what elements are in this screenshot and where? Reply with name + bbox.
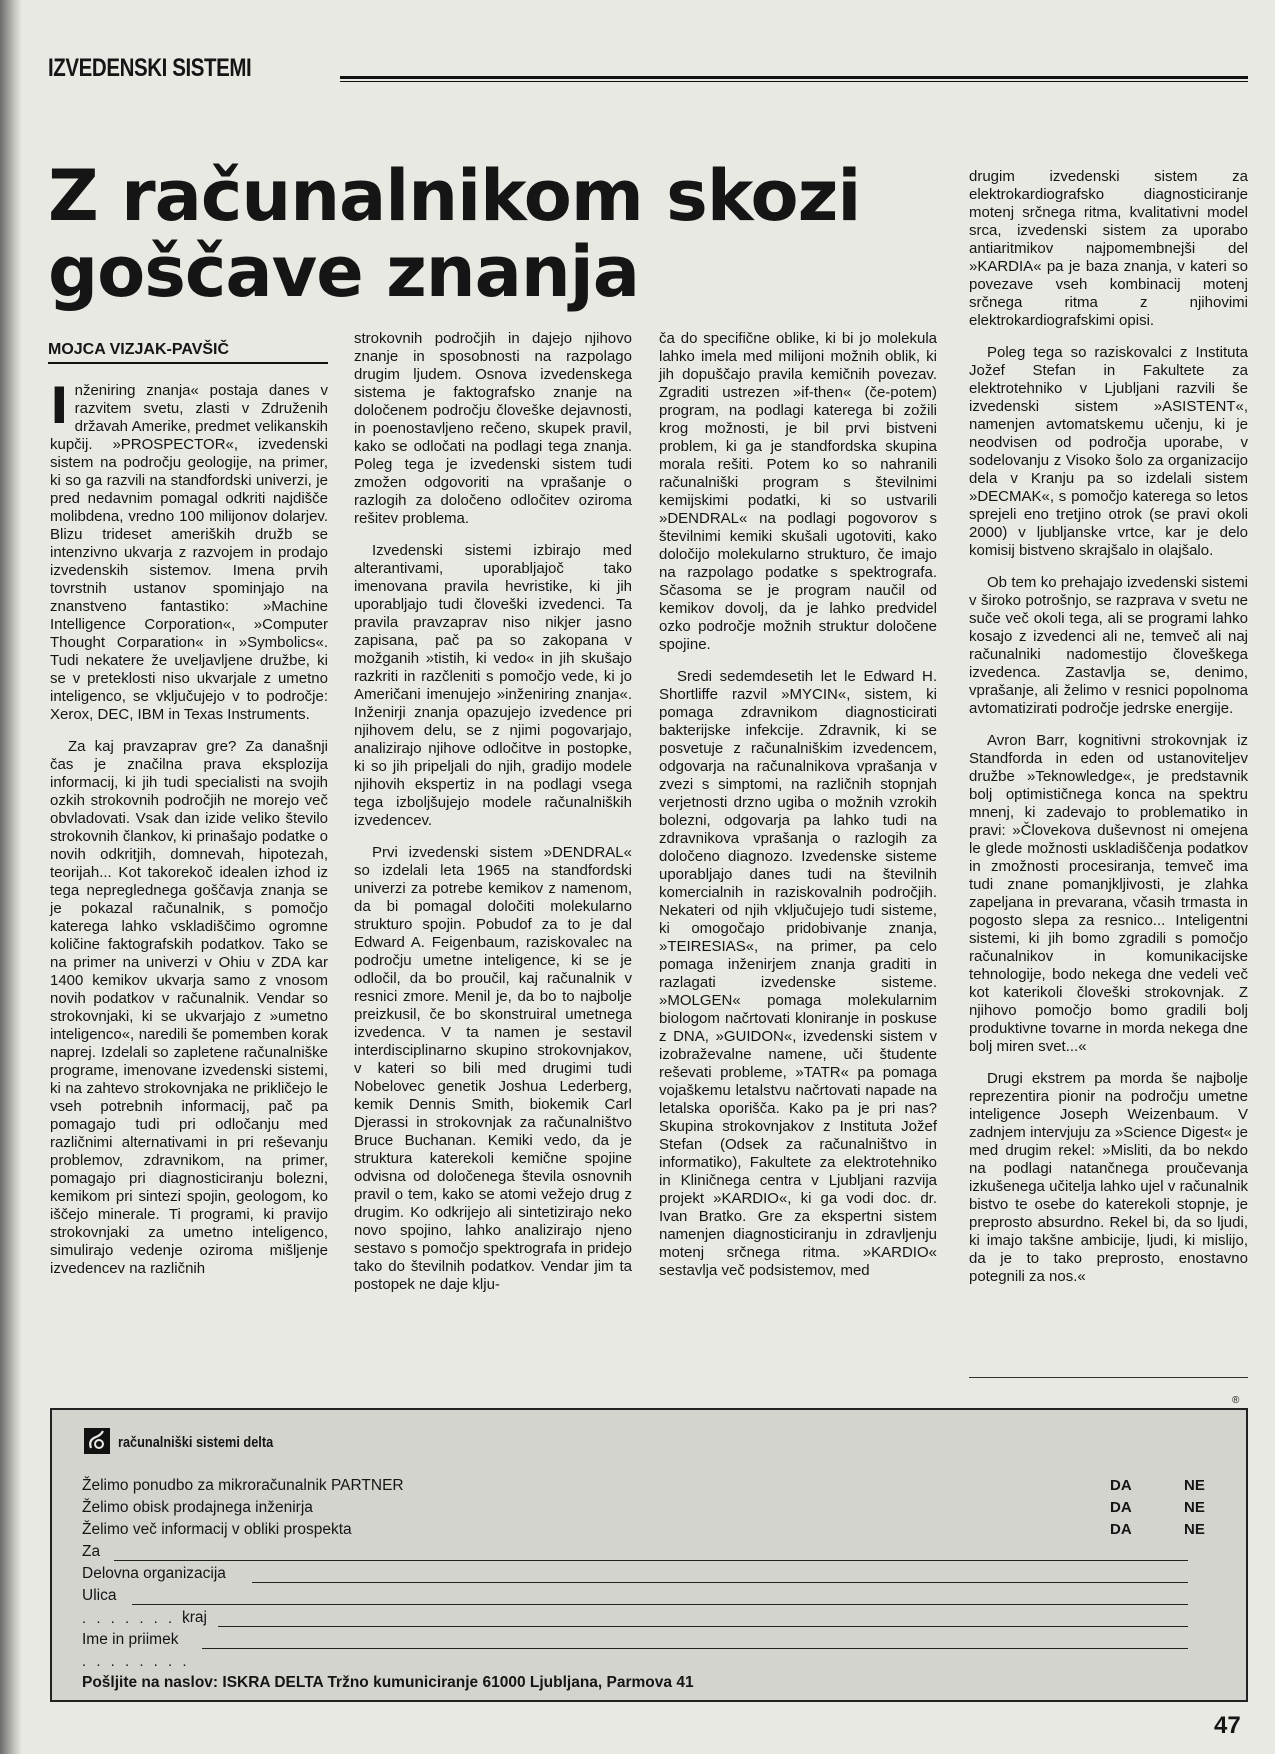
request-offer-yes[interactable]: DA xyxy=(1110,1477,1132,1494)
field-name-label: Ime in priimek xyxy=(82,1631,179,1648)
paragraph: drugim izvedenski sistem za elektrokardiografsko diagnosticiranje motenj srčnega ritma, kvalitativni model srca, izvedenski sistem za uporabo antiaritmikov najpomembnejši del »KARDIA« pa je baza znanja, v kateri so povezave vseh kombinacij motenj srčnega ritma z njihovimi elektrokardiografskimi opisi. xyxy=(969,168,1248,329)
delta-logo-icon xyxy=(84,1428,110,1454)
author-rule xyxy=(48,362,328,364)
paragraph: Avron Barr, kognitivni strokovnjak iz Standforda in eden od ustanoviteljev družbe »Teknowledge«, je predstavnik bolj optimističnega konca na spektru mnenj, ki zadevajo to problematiko in pravi: »Človekova duševnost ni omejena le glede možnosti uskladiščenja podatkov in zmožnosti procesiranja, temveč ima tudi znane pomanjkljivosti, je zlahka zapeljana in prevarana, včasih trmasta in pogosto slepa za resnico... Inteligentni sistemi, ki jih bomo zgradili s pomočjo računalnikov in komunikacijske tehnologije, bodo nekega dne vedeli več kot katerikoli človeški strokovnjak. Z njihovo pomočjo bomo gradili bolj produktivne tovarne in morda nekega dne bolj miren svet...« xyxy=(969,732,1248,1055)
field-to-line[interactable] xyxy=(114,1560,1188,1561)
article-title xyxy=(48,155,948,313)
mailing-address: Pošljite na naslov: ISKRA DELTA Tržno kumuniciranje 61000 Ljubljana, Parmova 41 xyxy=(82,1674,694,1691)
request-visit-label: Želimo obisk prodajnega inženirja xyxy=(82,1499,313,1516)
request-brochure-label: Želimo več informacij v obliki prospekta xyxy=(82,1521,352,1538)
section-rule xyxy=(340,76,1248,79)
request-visit-no[interactable]: NE xyxy=(1184,1499,1205,1516)
request-offer-no[interactable]: NE xyxy=(1184,1477,1205,1494)
drop-cap: I xyxy=(50,377,69,435)
field-town-label: kraj xyxy=(182,1609,207,1626)
article-end-rule xyxy=(969,1377,1248,1378)
paragraph-text: nženiring znanja« postaja danes v razvitem svetu, zlasti v Združenih državah Amerike, predmet velikanskih kupčij. »PROSPECTOR«, izvedenski sistem na področju geologije, na primer, ki so ga razvili na standfordski univerzi, je pred nedavnim pomagal odkriti najdišče molibdena, vredno 100 milijonov dolarjev. Blizu trideset ameriških družb se intenzivno ukvarja z razvojem in prodajo izvedenskih sistemov. Imena prvih tovrstnih ustanov spominjajo na znanstveno fantastiko: »Machine Intelligence Corporation«, »Computer Thought Corparation« in »Symbolics«. Tudi nekatere že uveljavljene družbe, ki se v preteklosti niso ukvarjale z umetno inteligenco, se vključujejo v to področje: Xerox, DEC, IBM in Texas Instruments. xyxy=(50,382,328,723)
paragraph: Drugi ekstrem pa morda še najbolje reprezentira pionir na področju umetne inteligence Joseph Weizenbaum. V zadnjem intervjuju za »Science Digest« je med drugim rekel: »Misliti, da bo nekdo na podlagi natančnega proučevanja izkušenega učitelja lahko ujel v računalnik bistvo te osebe do katerekoli stopnje, je preprosto absurdno. Rekel bi, da so ljudi, ki imajo takšne ambicije, ljudi, ki mislijo, da je to tako preprosto, enostavno potegnili za nos.« xyxy=(969,1070,1248,1285)
registered-mark: ® xyxy=(1232,1395,1240,1406)
paragraph: Ob tem ko prehajajo izvedenski sistemi v široko potrošnjo, se razprava v svetu ne suče več okoli tega, ali se programi lahko kosajo z izvedenci ali ne, temveč ali naj računalniki nadomestijo človeškega izvedenca. Zastavlja se, denimo, vprašanje, ali želimo v resnici popolnoma avtomatizirati področje jedrske energije. xyxy=(969,574,1248,717)
section-label: IZVEDENSKI SISTEMI xyxy=(48,54,252,82)
paragraph: Za kaj pravzaprav gre? Za današnji čas je značilna prava eksplozija informacij, ki jih tudi specialisti na svojih ozkih strokovnih področjih ne morejo več obvladovati. Vsak dan izide veliko število strokovnih člankov, ki prinašajo podatke o novih odkritjih, domnevah, hipotezah, teorijah... Kot takorekoč idealen izhod iz tega nepreglednega goščavja znanja se je pokazal računalnik, s pomočjo katerega lahko vskladiščimo ogromne količine faktografskih podatkov. Tako se na primer na univerzi v Ohiu v ZDA kar 1400 kemikov ukvarja samo z vnosom novih podatkov v računalnik. Vendar so strokovnjaki, ki se ukvarjajo z »umetno inteligenco«, naredili še pomemben korak naprej. Izdelali so zapletene računalniške programe, imenovane izvedenski sistemi, ki na zahtevo strokovnjaka ne prikličejo le vseh potrebnih informacij, pač pa pomagajo tudi pri odločanju med različnimi alternativami in pri reševanju problemov, zdravnikom, na primer, pomagajo pri diagnosticiranju bolezni, kemikom pri sintezi spojin, geologom, ko iščejo minerale. Ti programi, ki pravijo strokovnjaki za umetno inteligenco, simulirajo vedenje oziroma mišljenje izvedencev na različnih xyxy=(50,738,328,1277)
article-column-1 xyxy=(50,377,328,1278)
page-number: 47 xyxy=(1214,1712,1241,1739)
dotted-filler: . . . . . . . . xyxy=(82,1610,190,1627)
field-street-line[interactable] xyxy=(132,1604,1188,1605)
paragraph: ča do specifične oblike, ki bi jo molekula lahko imela med milijoni možnih oblik, ki jih dopuščajo pravila kemičnih povezav. Zgraditi ustrezen »if-then« (če-potem) program, na podlagi katerega bi zožili krog možnosti, je bil prvi bistveni problem, ki ga je standfordska skupina morala rešiti. Potem ko so nahranili računalniški program s številnimi kemijskimi podatki, ki so ustvarili »DENDRAL« na podlagi pogovorov s številnimi kemiki skušali ugotoviti, kako določijo molekularno strukturo, če imajo na razpolago podatke s spektrografa. Sčasoma se je program naučil od kemikov dovolj, da je lahko predvidel ozko področje možnih struktur določene spojine. xyxy=(659,330,937,653)
paragraph: strokovnih področjih in dajejo njihovo znanje in sposobnosti na razpolago drugim ljudem. Osnova izvedenskega sistema je faktografsko znanje na določenem področju človeške dejavnosti, in poenostavljeno rečeno, skupek pravil, kako se odločati na podlagi tega znanja. Poleg tega je izvedenski sistem tudi zmožen odgovoriti na vprašanje o razlogih za določeno odločitev oziroma rešitev problema. xyxy=(354,330,632,527)
field-street-label: Ulica xyxy=(82,1587,117,1604)
field-organization-label: Delovna organizacija xyxy=(82,1565,226,1582)
paragraph: Izvedenski sistemi izbirajo med alterantivami, uporabljajoč tako imenovana pravila hevristike, ki jih uporabljajo tudi človeški izvedenci. Ta pravila pravzaprav niso nikjer jasno zapisana, pač pa so zakopana v možganih »tistih, ki vedo« in jih skušajo razkriti in razčleniti s pomočjo vede, ki jo Američani imenujejo »inženiring znanja«. Inženirji znanja opazujejo izvedence pri njihovem delu, se z njimi pogovarjajo, analizirajo njihove odločitve in postopke, ki so jih pripeljali do njih, gradijo modele njihovih ekspertiz in na podlagi vsega tega izboljšujejo modele računalniških izvedencev. xyxy=(354,542,632,829)
request-offer-label: Želimo ponudbo za mikroračunalnik PARTNER xyxy=(82,1477,404,1494)
title-line-1: Z računalnikom skozi xyxy=(48,155,861,237)
brand-name: računalniški sistemi delta xyxy=(118,1434,274,1451)
article-column-4 xyxy=(969,168,1248,1286)
field-organization-line[interactable] xyxy=(252,1582,1188,1583)
paragraph xyxy=(50,377,328,724)
field-to-label: Za xyxy=(82,1543,101,1560)
section-header xyxy=(48,54,1250,84)
section-rule-thin xyxy=(340,81,1248,82)
order-coupon xyxy=(50,1408,1248,1702)
field-town-line[interactable] xyxy=(218,1626,1188,1627)
paragraph: Sredi sedemdesetih let le Edward H. Shortliffe razvil »MYCIN«, sistem, ki pomaga zdravnikom diagnosticirati bakterijske infekcije. Zdravnik, ki se posvetuje z računalniškim izvedencem, odgovarja na računalnikova vprašanja v zvezi s simptomi, na različnih stopnjah verjetnosti drzno ugiba o možnih vzrokih bolezni, odgovarja pa lahko tudi na zdravnikova vprašanja o razlogih za določeno diagnozo. Izvedenske sisteme uporabljajo danes tudi na številnih komercialnih in raziskovalnih področjih. Nekateri od njih vključujejo tudi sisteme, ki omogočajo pridobivanje znanja, »TEIRESIAS«, na primer, pa celo pomaga inženirjem znanja graditi in razlagati izvedenske sisteme. »MOLGEN« pomaga molekularnim biologom načrtovati kloniranje in poskuse z DNA, »GUIDON«, izvedenski sistem v izobraževalne namene, uči študente reševati probleme, »TATR« pa pomaga vojaškemu letalstvu načrtovati napade na letalska oporišča. Kako pa je pri nas? Skupina strokovnjakov z Instituta Jožef Stefan (Odsek za računalništvo in informatiko), Fakultete za elektrotehniko in Kliničnega centra v Ljubljani razvija projekt »KARDIO«, ki ga vodi doc. dr. Ivan Bratko. Gre za ekspertni sistem namenjen diagnosticiranju in zdravljenju motenj srčnega ritma. »KARDIO« sestavlja več podsistemov, med xyxy=(659,668,937,1279)
title-line-2: goščave znanja xyxy=(48,231,639,313)
request-visit-yes[interactable]: DA xyxy=(1110,1499,1132,1516)
field-name-line[interactable] xyxy=(202,1648,1188,1649)
paragraph: Poleg tega so raziskovalci z Instituta Jožef Stefan in Fakultete za elektrotehniko v Ljubljani razvili še izvedenski sistem »ASISTENT«, namenjen avtomatskemu učenju, ki je neodvisen od področja uporabe, v sodelovanju z Visoko šolo za organizacijo dela v Kranju pa so izdelali sistem »DECMAK«, s pomočjo katerega so letos sprejeli eno tretjino otrok (se pravi okoli 2000) v ljubljanske vrtce, kar je delo komisij bistveno skrajšalo in olajšalo. xyxy=(969,344,1248,559)
page-binding-edge xyxy=(0,0,22,1754)
request-brochure-yes[interactable]: DA xyxy=(1110,1521,1132,1538)
author-byline: MOJCA VIZJAK-PAVŠIČ xyxy=(48,341,230,358)
article-column-2 xyxy=(354,330,632,1294)
paragraph: Prvi izvedenski sistem »DENDRAL« so izdelali leta 1965 na standfordski univerzi za potrebe kemikov z namenom, da bi pomagal določiti molekularno strukturo spojin. Pobudof za to je dal Edward A. Feigenbaum, raziskovalec na področju umetne inteligence, ki se je odločil, da bo proučil, kaj računalnik v resnici zmore. Menil je, da bo to najbolje preizkusil, če bo skonstruiral umetnega izvedenca. V ta namen je sestavil interdisciplinarno skupino strokovnjakov, v kateri so bili med drugimi tudi Nobelovec genetik Joshua Lederberg, kemik Dennis Smith, biokemik Carl Djerassi in strokovnjak za računalništvo Bruce Buchanan. Kemiki vedo, da je struktura katerekoli kemične spojine odvisna od določenega števila osnovnih pravil o tem, kako se atomi vežejo drug z drugim. Ko odkrijejo ali sintetizirajo neko novo spojino, lahko analizirajo njeno sestavo s pomočjo spektrografa in pridejo tako do številnih podatkov. Vendar jim ta postopek ne daje klju- xyxy=(354,844,632,1293)
dotted-filler: . . . . . . . . xyxy=(82,1653,190,1670)
request-brochure-no[interactable]: NE xyxy=(1184,1521,1205,1538)
article-column-3 xyxy=(659,330,937,1280)
